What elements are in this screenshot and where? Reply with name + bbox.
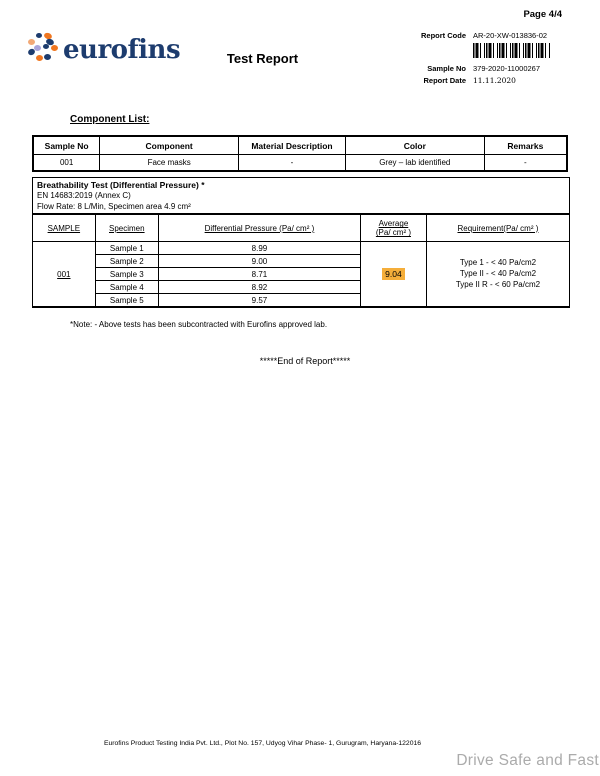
page-number: Page 4/4 <box>523 9 562 20</box>
end-of-report: *****End of Report***** <box>259 356 351 366</box>
report-date-row <box>408 76 558 85</box>
cell-specimen-name: Sample 2 <box>95 255 158 268</box>
col-color: Color <box>345 136 484 155</box>
breathability-header-row <box>33 215 569 242</box>
col-material-description: Material Description <box>239 136 346 155</box>
sample-no-value: 379-2020-11000267 <box>473 64 541 73</box>
component-list-table <box>32 135 568 172</box>
cell-specimen-name: Sample 1 <box>95 242 158 255</box>
breathability-header <box>33 178 569 214</box>
footer-address: Eurofins Product Testing India Pvt. Ltd., Plot No. 157, Udyog Vihar Phase- 1, Gurugram, Haryana-122016 <box>103 740 422 747</box>
cell-sample-no: 001 <box>33 155 100 172</box>
cell-specimen-name: Sample 5 <box>95 294 158 307</box>
breathability-title: Breathability Test (Differential Pressure) * <box>37 180 205 190</box>
component-list-header-row <box>33 136 567 155</box>
cell-specimen-value: 8.99 <box>158 242 360 255</box>
report-date-value: 11.11.2020 <box>473 76 516 85</box>
barcode-icon <box>473 43 551 58</box>
breathability-table <box>33 214 569 307</box>
barcode-row <box>408 43 558 58</box>
sample-no-label: Sample No <box>427 64 466 73</box>
col-sample: SAMPLE <box>33 215 95 242</box>
report-code-label: Report Code <box>421 31 466 40</box>
col-differential-pressure: Differential Pressure (Pa/ cm² ) <box>158 215 360 242</box>
requirement-line: Type 1 - < 40 Pa/cm2 <box>459 258 537 268</box>
component-list-data-row <box>33 155 567 172</box>
report-code-value: AR-20-XW-013836-02 <box>473 31 548 40</box>
cell-average <box>360 242 426 307</box>
col-average: Average (Pa/ cm² ) <box>360 215 426 242</box>
cell-requirement <box>426 242 569 307</box>
cell-component: Face masks <box>100 155 239 172</box>
col-requirement: Requirement(Pa/ cm² ) <box>426 215 569 242</box>
cell-specimen-value: 9.00 <box>158 255 360 268</box>
requirement-line: Type II R - < 60 Pa/cm2 <box>455 279 541 289</box>
cell-color: Grey – lab identified <box>345 155 484 172</box>
cell-material-description: - <box>239 155 346 172</box>
cell-specimen-value: 9.57 <box>158 294 360 307</box>
report-info-block <box>408 31 558 88</box>
subcontract-note: *Note: - Above tests has been subcontracted with Eurofins approved lab. <box>70 320 328 329</box>
report-date-label: Report Date <box>423 76 466 85</box>
cell-specimen-name: Sample 4 <box>95 281 158 294</box>
report-code-row <box>408 31 558 40</box>
cell-specimen-value: 8.71 <box>158 268 360 281</box>
average-highlight: 9.04 <box>382 268 405 280</box>
cell-specimen-name: Sample 3 <box>95 268 158 281</box>
watermark-text: Drive Safe and Fast <box>456 752 599 769</box>
specimen-row <box>33 242 569 255</box>
col-component: Component <box>100 136 239 155</box>
breathability-conditions: Flow Rate: 8 L/Min, Specimen area 4.9 cm² <box>37 201 191 211</box>
cell-specimen-value: 8.92 <box>158 281 360 294</box>
eurofins-logo-text: eurofins <box>63 34 181 65</box>
component-list-heading: Component List: <box>70 114 150 125</box>
col-specimen: Specimen <box>95 215 158 242</box>
report-title: Test Report <box>226 51 299 66</box>
breathability-section <box>32 177 570 308</box>
col-sample-no: Sample No <box>33 136 100 155</box>
sample-no-row <box>408 64 558 73</box>
requirement-line: Type II - < 40 Pa/cm2 <box>459 268 537 278</box>
breathability-standard: EN 14683:2019 (Annex C) <box>37 191 131 201</box>
col-remarks: Remarks <box>484 136 567 155</box>
cell-sample-id: 001 <box>33 242 95 307</box>
cell-remarks: - <box>484 155 567 172</box>
